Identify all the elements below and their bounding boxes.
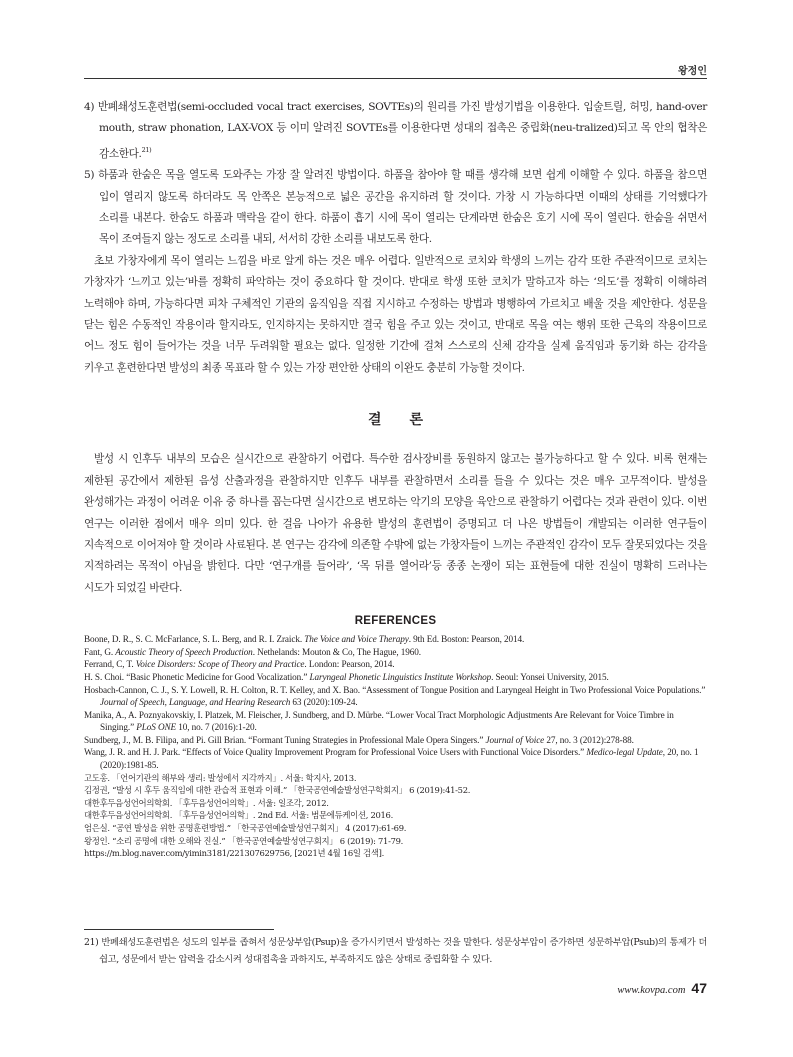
reference-title: The Voice and Voice Therapy <box>304 634 409 645</box>
conclusion-heading: 결론 <box>367 412 452 429</box>
reference-item <box>84 646 707 659</box>
reference-text: 김정권, “발성 시 후두 움직임에 대한 관습적 표현과 이해.” 「한국공연예술발성연구학회지」 6 (2019):41-52. <box>84 785 471 796</box>
reference-text: 대한후두음성언어의학회. 「후두음성언어의학」. 서울: 일조각, 2012. <box>84 797 329 808</box>
reference-text: H. S. Choi. “Basic Phonetic Medicine for Good Vocalization.” <box>84 671 310 682</box>
reference-item <box>84 734 707 747</box>
reference-list <box>84 633 707 860</box>
reference-item <box>84 797 707 810</box>
reference-item <box>84 847 707 860</box>
reference-title: Acoustic Theory of Speech Production <box>115 646 253 657</box>
reference-details: . Nethelands: Mouton & Co, The Hague, 1960. <box>252 646 421 657</box>
reference-text: https://m.blog.naver.com/yimin3181/221307629756, [2021년 4월 16일 검색]. <box>84 848 384 859</box>
page-content <box>84 97 707 860</box>
reference-text: Hosbach-Cannon, C. J., S. Y. Lowell, R. H. Colton, R. T. Kelley, and X. Bao. “Assessment of Tongue Position and Laryngeal Height in Two Professional Voice Populations.” <box>84 684 706 695</box>
reference-text: Fant, G. <box>84 646 116 657</box>
reference-text: 엄은실. “공연 발성을 위한 공명훈련방법.” 「한국공연예술발성연구회지」 4 (2017):61-69. <box>84 823 407 834</box>
reference-title: Journal of Voice <box>485 734 545 745</box>
reference-text: 왕정인. “소리 공명에 대한 오해와 진실.” 「한국공연예술발성연구회지」 6 (2019): 71-79. <box>84 835 404 846</box>
references-heading: REFERENCES <box>354 615 437 628</box>
header-rule <box>84 78 707 79</box>
reference-item <box>84 746 707 771</box>
footnote-21: 21) 반폐쇄성도훈련법은 성도의 일부를 좁혀서 성문상부압(Psup)을 증가시키면서 발성하는 것을 말한다. 성문상부압이 증가하면 성문하부압(Psub)의 통제가 더 쉽고, 성문에서 받는 압력을 감소시켜 성대접촉을 과하지도, 부족하지도 않은 상태로 중립화할 수 있다. <box>84 937 707 965</box>
list-item-4 <box>84 97 707 165</box>
reference-text: Sundberg, J., M. B. Filipa, and Pi. Gill Brian. “Formant Tuning Strategies in Professional Male Opera Singers.” <box>84 734 486 745</box>
reference-text: Manika, A., A. Poznyakovskiy, I. Platzek, M. Fleischer, J. Sundberg, and D. Mürbe. “Lower Vocal Tract Morphologic Adjustments Are Relevant for Voice Timbre in Singing.” <box>84 709 674 733</box>
footnote-rule <box>84 929 274 930</box>
reference-details: 63 (2020):109-24. <box>290 697 358 708</box>
running-header-author: 왕정인 <box>678 66 707 77</box>
reference-details: . London: Pearson, 2014. <box>304 659 395 670</box>
reference-title: Medico-legal Update <box>586 747 663 758</box>
reference-item <box>84 633 707 646</box>
reference-item <box>84 658 707 671</box>
reference-details: . Seoul: Yonsei University, 2015. <box>491 671 609 682</box>
reference-item <box>84 835 707 848</box>
reference-details: . 9th Ed. Boston: Pearson, 2014. <box>408 634 525 645</box>
reference-details: 10, no. 7 (2016):1-20. <box>176 722 257 733</box>
conclusion-paragraph: 발성 시 인후두 내부의 모습은 실시간으로 관찰하기 어렵다. 특수한 검사장비를 동원하지 않고는 불가능하다고 할 수 있다. 비록 현재는 제한된 공간에서 제한된 음성 산출과정을 관찰하지만 인후두 내부를 관찰하면서 소리를 들을 수 있다는 것은 매우 고무적이다. 발성을 완성해가는 과정이 어려운 이유 중 하나를 꼽는다면 실시간으로 변모하는 악기의 모양을 육안으로 관찰하기 어렵다는 것과 관련이 있다. 이번 연구는 이러한 점에서 매우 의미 있다. 한 걸음 나아가 유용한 발성의 훈련법이 증명되고 더 나은 방법들이 개발되는 이러한 연구들이 지속적으로 이어져야 할 것이라 사료된다. 본 연구는 감각에 의존할 수밖에 없는 가창자들이 느끼는 주관적인 감각이 모두 잘못되었다는 것을 지적하려는 목적이 아님을 밝힌다. 다만 ‘연구개를 들어라’, ‘목 뒤를 열어라’등 종종 논쟁이 되는 표현들에 대한 진실이 명확히 드러나는 시도가 되었길 바란다. <box>84 453 707 594</box>
reference-title: PLoS ONE <box>136 722 177 733</box>
reference-text: 고도홍. 「언어기관의 해부와 생리: 발성에서 지각까지」. 서울: 학지사, 2013. <box>84 772 357 783</box>
list-item-text: 4) 반폐쇄성도훈련법(semi-occluded vocal tract exercises, SOVTEs)의 원리를 가진 발성기법을 이용한다. 입술트릴, 허밍, hand-over mouth, straw phonation, LAX-VOX 등 이미 알려진 SOVTEs를 이용한다면 성대의 접촉은 중립화(neu-tralized)되고 목 안의 협착은 감소한다. <box>84 101 707 160</box>
reference-item <box>84 822 707 835</box>
reference-text: Ferrand, C, T. <box>84 659 136 670</box>
reference-text: Boone, D. R., S. C. McFarlance, S. L. Berg, and R. I. Zraick. <box>84 634 305 645</box>
website-link[interactable]: www.kovpa.com <box>617 985 686 996</box>
reference-details: , 20, no. 1 (2020):1981-85. <box>100 747 699 771</box>
reference-item <box>84 671 707 684</box>
reference-item <box>84 784 707 797</box>
reference-item <box>84 809 707 822</box>
reference-text: Wang, J. R. and H. J. Park. “Effects of Voice Quality Improvement Program for Professional Voice Users with Functional Voice Disorders.” <box>84 747 587 758</box>
footnote-ref-21[interactable]: 21) <box>141 145 152 154</box>
reference-title: Voice Disorders: Scope of Theory and Practice <box>135 659 305 670</box>
page-footer <box>617 980 707 996</box>
body-paragraph: 초보 가창자에게 목이 열리는 느낌을 바로 알게 하는 것은 매우 어렵다. 일반적으로 코치와 학생의 느끼는 감각 또한 주관적이므로 코치는 가창자가 ‘느끼고 있는’바를 정확히 파악하는 것이 중요하다 할 것이다. 반대로 학생 또한 코치가 말하고자 하는 ‘의도’를 정확히 이해하려 노력해야 하며, 가능하다면 피차 구체적인 기관의 움직임을 직접 지시하고 수정하는 방법과 병행하여 가르치고 배울 것을 제안한다. 성문을 닫는 힘은 수동적인 작용이라 할지라도, 인지하지는 못하지만 결국 힘을 주고 있는 것이고, 반대로 목을 여는 행위 또한 근육의 작용이므로 어느 정도 힘이 들어가는 것을 너무 두려워할 필요는 없다. 일정한 기간에 걸쳐 스스로의 신체 감각을 실제 움직임과 동기화 하는 감각을 키우고 훈련한다면 발성의 최종 목표라 할 수 있는 가장 편안한 상태의 이완도 충분히 가능할 것이다. <box>84 254 707 374</box>
reference-text: 대한후두음성언어의학회. 「후두음성언어의학」. 2nd Ed. 서울: 범문에듀케이션, 2016. <box>84 810 393 821</box>
reference-title: Laryngeal Phonetic Linguistics Institute Workshop <box>309 671 492 682</box>
reference-title: Journal of Speech, Language, and Hearing Research <box>100 697 291 708</box>
list-item-5: 5) 하품과 한숨은 목을 열도록 도와주는 가장 잘 알려진 방법이다. 하품을 참아야 할 때를 생각해 보면 쉽게 이해할 수 있다. 하품을 참으면 입이 열리지 않도록 하더라도 목 안쪽은 본능적으로 넓은 공간을 유지하려 할 것이다. 가창 시 가능하다면 이때의 상태를 기억했다가 소리를 내본다. 한숨도 하품과 맥락을 같이 한다. 하품이 흡기 시에 목이 열리는 단계라면 한숨은 호기 시에 목이 열린다. 한숨을 쉬면서 목이 조여들지 않는 정도로 소리를 내되, 서서히 강한 소리를 내보도록 한다. <box>84 169 707 246</box>
reference-details: 27, no. 3 (2012):278-88. <box>544 734 634 745</box>
reference-item <box>84 709 707 734</box>
reference-item <box>84 684 707 709</box>
page-number: 47 <box>691 980 707 996</box>
reference-item <box>84 772 707 785</box>
